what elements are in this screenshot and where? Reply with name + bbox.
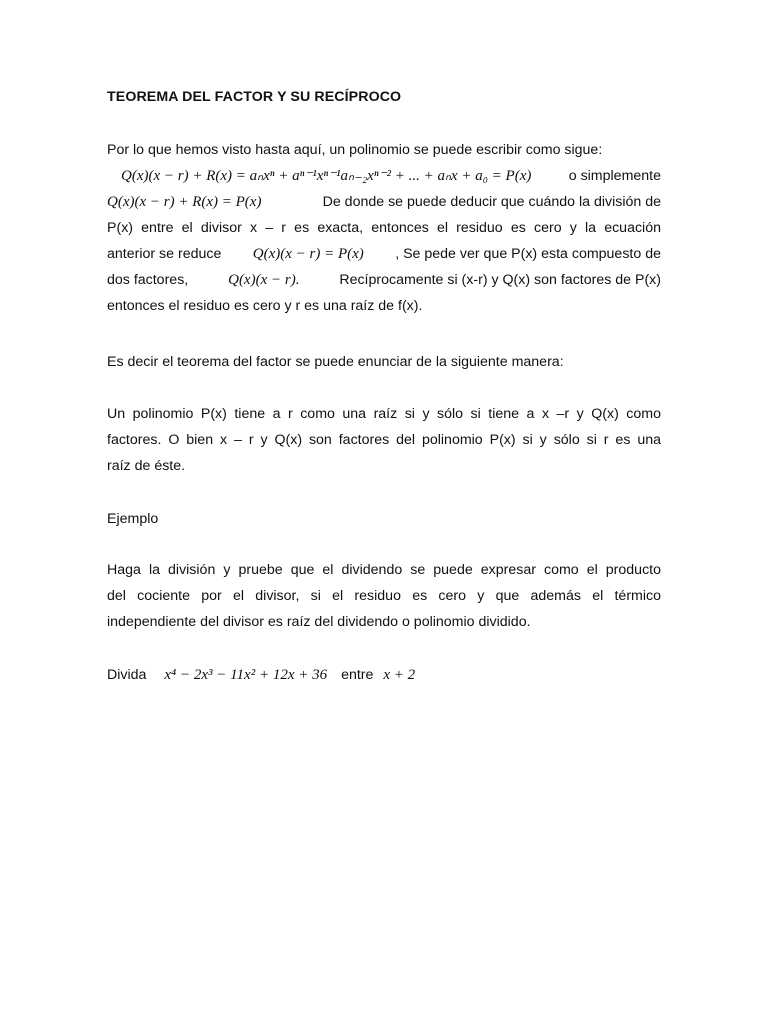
- paragraph-example-instructions: [107, 557, 661, 635]
- para3-line1: Un polinomio P(x) tiene a r como una raíz si y sólo si tiene a x –r y Q(x) como: [107, 406, 661, 422]
- formula-4: Q(x)(x − r).: [228, 272, 300, 288]
- paragraph-theorem-statement: [107, 401, 661, 479]
- division-between: entre: [341, 667, 374, 683]
- document-title: TEOREMA DEL FACTOR Y SU RECÍPROCO: [107, 89, 402, 105]
- para1-line6-a: dos factores,: [107, 272, 189, 288]
- para4-line1: Haga la división y pruebe que el dividendo se puede expresar como el producto: [107, 562, 661, 578]
- example-heading: Ejemplo: [107, 511, 159, 527]
- division-label: Divida: [107, 667, 147, 683]
- para4-line2: del cociente por el divisor, si el residuo es cero y que además el térmico: [107, 588, 661, 604]
- formula-3: Q(x)(x − r) = P(x): [252, 246, 364, 262]
- divisor-polynomial: x + 2: [383, 667, 416, 683]
- para1-line7: entonces el residuo es cero y r es una raíz de f(x).: [107, 298, 423, 314]
- para1-line5-a: anterior se reduce: [107, 246, 222, 262]
- formula-2: Q(x)(x − r) + R(x) = P(x): [107, 194, 262, 210]
- para1-line3: [107, 189, 661, 215]
- para1-line5-b: , Se pede ver que P(x) esta compuesto de: [395, 246, 661, 262]
- para1-line6-b: Recíprocamente si (x-r) y Q(x) son factores de P(x): [339, 272, 661, 288]
- para1-formula-line: [107, 163, 661, 189]
- division-exercise: [107, 662, 661, 688]
- para1-line6: [107, 267, 661, 293]
- para1-line4: P(x) entre el divisor x – r es exacta, entonces el residuo es cero y la ecuación: [107, 220, 661, 236]
- paragraph-theorem-intro: Es decir el teorema del factor se puede enunciar de la siguiente manera:: [107, 354, 564, 370]
- dividend-polynomial: x⁴ − 2x³ − 11x² + 12x + 36: [164, 667, 328, 683]
- para1-line3-text: De donde se puede deducir que cuándo la división de: [322, 194, 661, 210]
- paragraph-polynomial-form: [107, 137, 661, 319]
- formula-1: Q(x)(x − r) + R(x) = aₙxⁿ + aⁿ⁻¹xⁿ⁻¹aₙ₋₂xⁿ⁻² + ... + aₙx + a₀ = P(x): [121, 168, 532, 184]
- para3-line2: factores. O bien x – r y Q(x) son factores del polinomio P(x) si y sólo si r es una: [107, 432, 661, 448]
- para1-or-simply: o simplemente: [568, 168, 661, 184]
- para1-line5: [107, 241, 661, 267]
- para4-line3: independiente del divisor es raíz del dividendo o polinomio dividido.: [107, 614, 531, 630]
- para1-line1: Por lo que hemos visto hasta aquí, un polinomio se puede escribir como sigue:: [107, 142, 603, 158]
- para3-line3: raíz de éste.: [107, 458, 186, 474]
